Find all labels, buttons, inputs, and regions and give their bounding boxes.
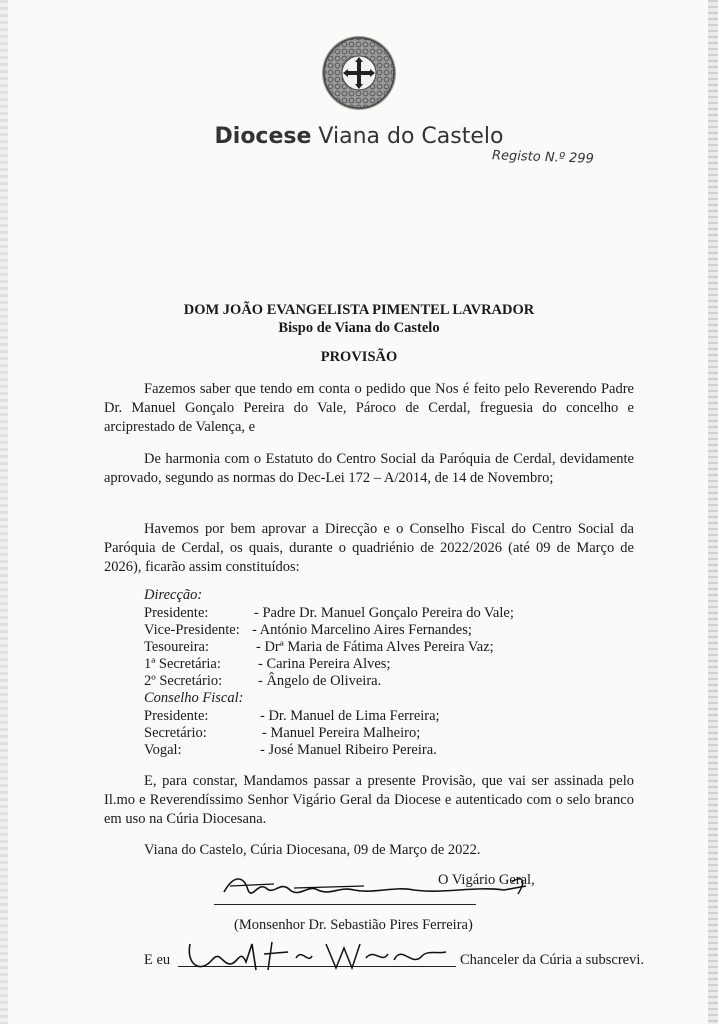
conselho-role-value: - Manuel Pereira Malheiro; xyxy=(262,725,421,741)
direccao-role-label: 1ª Secretária: xyxy=(144,656,221,672)
conselho-fiscal-title: Conselho Fiscal: xyxy=(144,690,244,706)
chanceler-label: Chanceler da Cúria a subscrevi. xyxy=(460,952,644,968)
paragraph-1: Fazemos saber que tendo em conta o pedido que Nos é feito pelo Reverendo Padre Dr. Manuel Gonçalo Pereira do Vale, Pároco de Cerdal, freguesia do concelho e arciprestado de Valença, e xyxy=(104,381,634,435)
closing-paragraph: E, para constar, Mandamos passar a presente Provisão, que vai ser assinada pelo Il.mo e Reverendíssimo Senhor Vigário Geral da Diocese e autenticado com o selo branco em uso na Cúria Diocesana. xyxy=(104,773,634,827)
bishop-name: DOM JOÃO EVANGELISTA PIMENTEL LAVRADOR xyxy=(183,302,535,318)
conselho-role-label: Presidente: xyxy=(144,708,209,724)
eu-label: E eu xyxy=(144,952,171,968)
scan-edge-right xyxy=(708,0,718,1024)
bishop-title: Bispo de Viana do Castelo xyxy=(278,320,440,336)
direccao-role-value: - António Marcelino Aires Fernandes; xyxy=(252,622,472,638)
registo-number: Registo N.º 299 xyxy=(491,148,595,167)
direccao-role-value: - Drª Maria de Fátima Alves Pereira Vaz; xyxy=(256,639,494,655)
conselho-role-value: - José Manuel Ribeiro Pereira. xyxy=(260,742,437,758)
direccao-role-value: - Ângelo de Oliveira. xyxy=(258,673,382,689)
vigario-signature xyxy=(214,868,534,908)
diocese-title xyxy=(0,124,718,149)
diocese-seal-icon xyxy=(320,34,398,112)
diocese-title-bold: Diocese xyxy=(214,124,312,149)
vigario-name: (Monsenhor Dr. Sebastião Pires Ferreira) xyxy=(234,917,473,933)
vigario-label: O Vigário Geral, xyxy=(438,872,535,888)
scan-edge-left xyxy=(0,0,8,1024)
place-and-date: Viana do Castelo, Cúria Diocesana, 09 de Março de 2022. xyxy=(144,842,481,858)
diocese-title-rest: Viana do Castelo xyxy=(318,124,504,149)
direccao-role-value: - Carina Pereira Alves; xyxy=(258,656,391,672)
vigario-signature-line xyxy=(214,904,476,905)
chanceler-signature xyxy=(176,934,456,978)
paragraph-3: Havemos por bem aprovar a Direcção e o Conselho Fiscal do Centro Social da Paróquia de Cerdal, os quais, durante o quadriénio de 2022/2026 (até 09 de Março de 2026), ficarão assim constituídos: xyxy=(104,521,634,575)
document-title: PROVISÃO xyxy=(320,349,398,365)
direccao-role-label: Tesoureira: xyxy=(144,639,210,655)
conselho-role-label: Vogal: xyxy=(144,742,182,758)
conselho-role-value: - Dr. Manuel de Lima Ferreira; xyxy=(260,708,440,724)
direccao-role-value: - Padre Dr. Manuel Gonçalo Pereira do Vale; xyxy=(254,605,514,621)
direccao-role-label: Presidente: xyxy=(144,605,209,621)
paragraph-2: De harmonia com o Estatuto do Centro Social da Paróquia de Cerdal, devidamente aprovado, segundo as normas do Dec-Lei 172 – A/2014, de 14 de Novembro; xyxy=(104,451,634,486)
direccao-role-label: Vice-Presidente: xyxy=(144,622,240,638)
conselho-role-label: Secretário: xyxy=(144,725,207,741)
direccao-role-label: 2º Secretário: xyxy=(144,673,223,689)
direccao-title: Direcção: xyxy=(144,587,203,603)
